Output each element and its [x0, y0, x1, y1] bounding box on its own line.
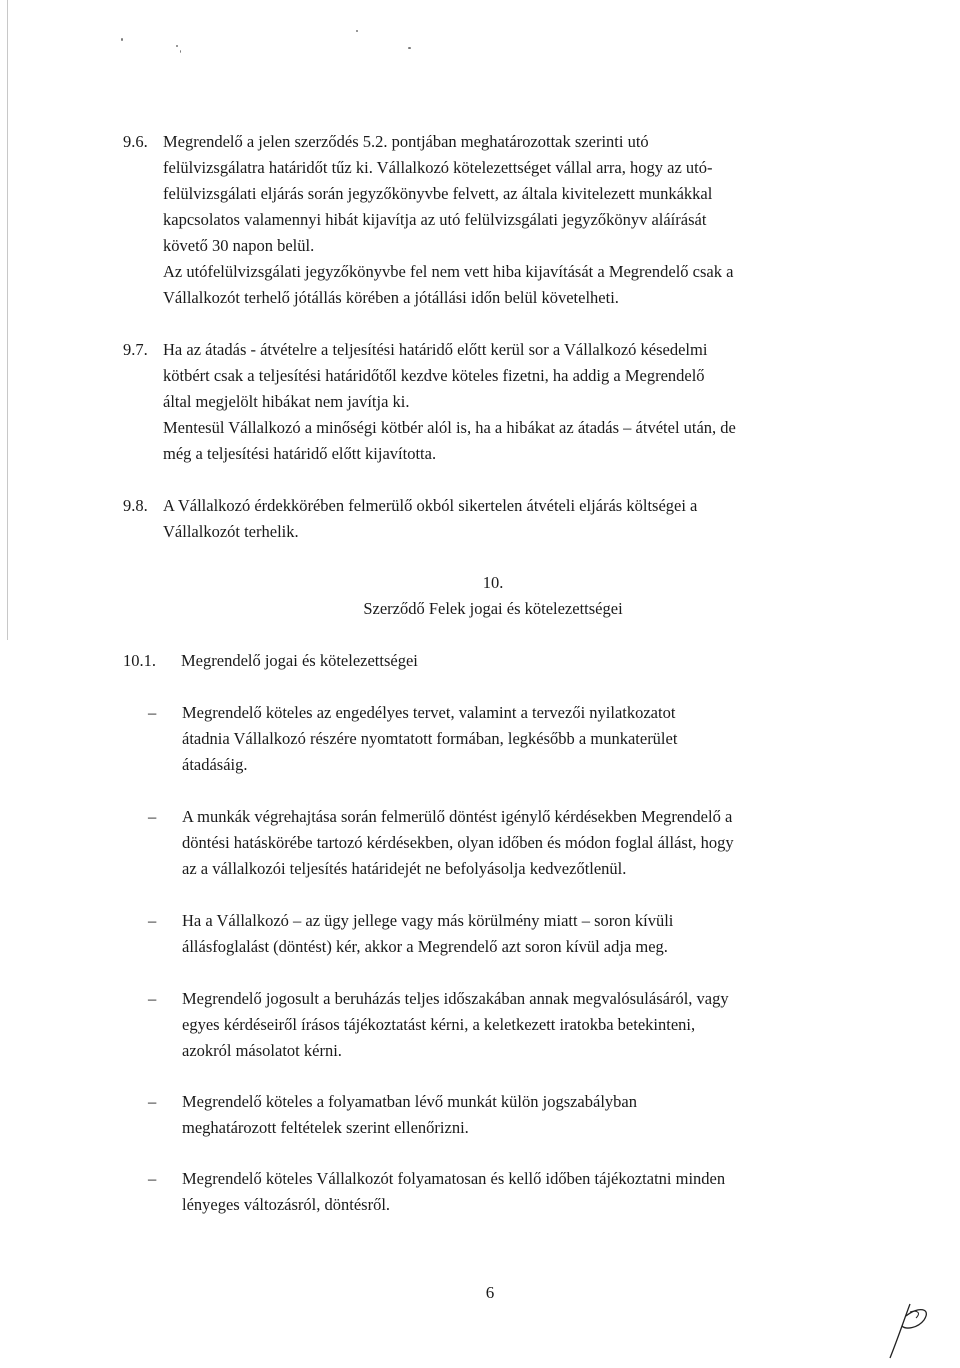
- text-line: Megrendelő köteles az engedélyes tervet, valamint a tervezői nyilatkozatot: [182, 703, 676, 722]
- list-item: [182, 804, 862, 882]
- text-line: meghatározott feltételek szerint ellenőrizni.: [182, 1118, 469, 1137]
- scan-speck: [356, 30, 358, 32]
- section-9-6-paragraph-2: [163, 259, 863, 311]
- section-10-1-title: Megrendelő jogai és kötelezettségei: [181, 651, 418, 670]
- text-line: azokról másolatot kérni.: [182, 1041, 342, 1060]
- list-item: [182, 700, 862, 778]
- section-9-7-text: [163, 337, 863, 415]
- scan-speck: [180, 50, 181, 53]
- section-number-9-6: 9.6.: [123, 132, 148, 151]
- text-line: A munkák végrehajtása során felmerülő döntést igénylő kérdésekben Megrendelő a: [182, 807, 733, 826]
- text-line: átadnia Vállalkozó részére nyomtatott formában, legkésőbb a munkaterület: [182, 729, 678, 748]
- text-line: átadásáig.: [182, 755, 248, 774]
- bullet-dash: –: [148, 1092, 157, 1111]
- bullet-dash: –: [148, 703, 157, 722]
- section-9-8-text: [163, 493, 863, 545]
- section-number-9-8: 9.8.: [123, 496, 148, 515]
- handwritten-initial-icon: [880, 1300, 940, 1360]
- section-number-10-1: 10.1.: [123, 651, 156, 670]
- text-line: A Vállalkozó érdekkörében felmerülő okból sikertelen átvételi eljárás költségei a: [163, 496, 698, 515]
- scan-speck: [408, 47, 411, 49]
- chapter-number: 10.: [482, 573, 504, 592]
- text-line: által megjelölt hibákat nem javítja ki.: [163, 392, 410, 411]
- scan-speck: [176, 45, 178, 47]
- text-line: Ha az átadás - átvételre a teljesítési határidő előtt kerül sor a Vállalkozó késedelmi: [163, 340, 708, 359]
- list-item: [182, 986, 862, 1064]
- text-line: Megrendelő a jelen szerződés 5.2. pontjában meghatározottak szerinti utó: [163, 132, 649, 151]
- text-line: lényeges változásról, döntésről.: [182, 1195, 391, 1214]
- bullet-dash: –: [148, 1169, 157, 1188]
- section-number-9-7: 9.7.: [123, 340, 148, 359]
- chapter-title: Szerződő Felek jogai és kötelezettségei: [363, 599, 623, 618]
- bullet-dash: –: [148, 807, 157, 826]
- bullet-dash: –: [148, 911, 157, 930]
- section-9-6-text: [163, 129, 863, 259]
- text-line: állásfoglalást (döntést) kér, akkor a Megrendelő azt soron kívül adja meg.: [182, 937, 668, 956]
- text-line: Vállalkozót terhelik.: [163, 522, 299, 541]
- list-item: [182, 1166, 862, 1218]
- text-line: felülvizsgálati eljárás során jegyzőkönyvbe felvett, az általa kivitelezett munkákkal: [163, 184, 713, 203]
- text-line: Megrendelő köteles Vállalkozót folyamatosan és kellő időben tájékoztatni minden: [182, 1169, 726, 1188]
- text-line: felülvizsgálatra határidőt tűz ki. Vállalkozó kötelezettséget vállal arra, hogy az utó-: [163, 158, 713, 177]
- text-line: kapcsolatos valamennyi hibát kijavítja az utó felülvizsgálati jegyzőkönyv aláírását: [163, 210, 707, 229]
- list-item: [182, 908, 862, 960]
- text-line: még a teljesítési határidő előtt kijavította.: [163, 444, 437, 463]
- text-line: Vállalkozót terhelő jótállás körében a jótállási időn belül követelheti.: [163, 288, 619, 307]
- text-line: Megrendelő jogosult a beruházás teljes időszakában annak megvalósulásáról, vagy: [182, 989, 729, 1008]
- scan-speck: [121, 38, 123, 41]
- text-line: döntési hatáskörébe tartozó kérdésekben, olyan időben és módon foglal állást, hogy: [182, 833, 734, 852]
- page-number: 6: [485, 1283, 495, 1302]
- section-9-7-paragraph-2: [163, 415, 863, 467]
- text-line: követő 30 napon belül.: [163, 236, 315, 255]
- list-item: [182, 1089, 862, 1141]
- bullet-dash: –: [148, 989, 157, 1008]
- text-line: Ha a Vállalkozó – az ügy jellege vagy más körülmény miatt – soron kívüli: [182, 911, 674, 930]
- text-line: egyes kérdéseiről írásos tájékoztatást kérni, a keletkezett iratokba betekinteni,: [182, 1015, 696, 1034]
- text-line: Mentesül Vállalkozó a minőségi kötbér alól is, ha a hibákat az átadás – átvétel után, de: [163, 418, 736, 437]
- text-line: az a vállalkozói teljesítés határidejét ne befolyásolja kedvezőtlenül.: [182, 859, 627, 878]
- text-line: Megrendelő köteles a folyamatban lévő munkát külön jogszabályban: [182, 1092, 637, 1111]
- text-line: kötbért csak a teljesítési határidőtől kezdve köteles fizetni, ha addig a Megrendelő: [163, 366, 705, 385]
- scan-edge-line: [7, 0, 8, 640]
- text-line: Az utófelülvizsgálati jegyzőkönyvbe fel nem vett hiba kijavítását a Megrendelő csak a: [163, 262, 734, 281]
